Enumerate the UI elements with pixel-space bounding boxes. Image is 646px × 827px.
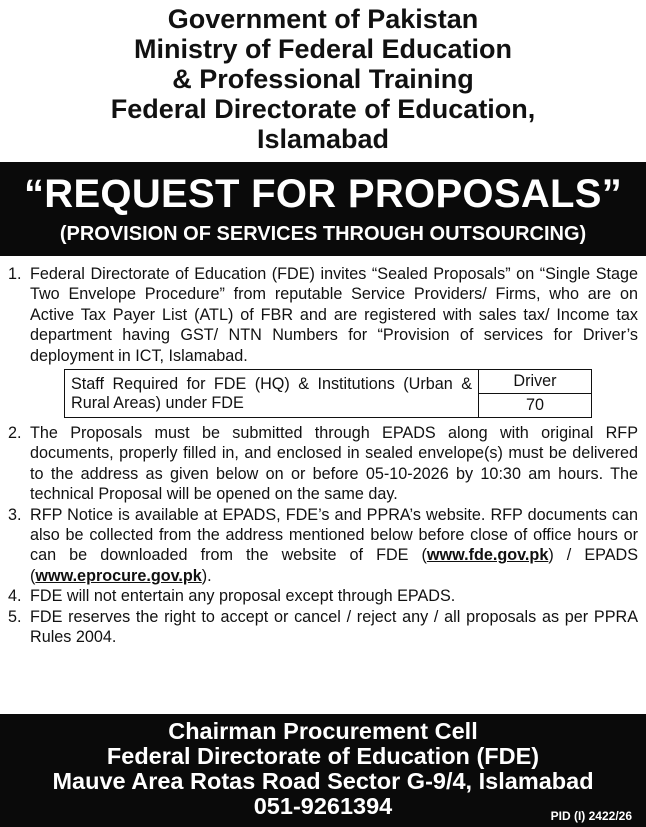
fde-website-link[interactable]: www.fde.gov.pk <box>426 546 549 565</box>
footer-phone: 051-9261394 <box>253 793 393 819</box>
header-line: Federal Directorate of Education, <box>110 94 536 124</box>
staff-table <box>64 369 592 418</box>
page-subtitle: (PROVISION OF SERVICES THROUGH OUTSOURCING) <box>59 223 587 245</box>
item-text <box>30 505 638 587</box>
header-line: Islamabad <box>256 124 390 154</box>
item-text: Federal Directorate of Education (FDE) invites “Sealed Proposals” on “Single Stage Two Envelope Procedure” from reputable Service Providers/ Firms, who are on Active Tax Payer List (ATL) of FBR and are registered with sales tax/ Income tax department having GST/ NTN Numbers for “Provision of services for Driver’s deployment in ICT, Islamabad. <box>30 265 638 365</box>
list-item <box>8 505 638 587</box>
item-text-part: ). <box>201 566 212 585</box>
header-line: Government of Pakistan <box>167 4 479 34</box>
item-number: 5. <box>8 607 22 626</box>
list-item <box>8 586 638 606</box>
footer-line: Mauve Area Rotas Road Sector G-9/4, Islamabad <box>52 768 594 794</box>
item-text-part: RFP Notice is available at EPADS, FDE’s and PPRA’s website. RFP documents can also be collected from the address mentioned below before close of office hours or can be downloaded from the website of FDE ( <box>30 505 638 565</box>
item-text: FDE reserves the right to accept or cancel / reject any / all proposals as per PPRA Rules 2004. <box>30 607 638 647</box>
item-number: 2. <box>8 424 22 443</box>
header-line: Ministry of Federal Education <box>133 34 513 64</box>
item-text: The Proposals must be submitted through EPADS along with original RFP documents, properly filled in, and enclosed in sealed envelope(s) must be delivered to the address as given below on or before 05-10-2026 by 10:30 am hours. The technical Proposal will be opened on the same day. <box>30 424 638 504</box>
footer-line: Chairman Procurement Cell <box>168 718 478 744</box>
footer-line: Federal Directorate of Education (FDE) <box>106 743 540 769</box>
pid-number: PID (I) 2422/26 <box>550 809 632 823</box>
staff-description: Staff Required for FDE (HQ) & Institutions (Urban & Rural Areas) under FDE <box>65 370 479 418</box>
list-item <box>8 607 638 648</box>
footer <box>0 714 646 827</box>
staff-column-header: Driver <box>479 370 592 394</box>
header-line: & Professional Training <box>172 64 474 94</box>
title-banner <box>0 162 646 256</box>
page-title: “REQUEST FOR PROPOSALS” <box>23 172 623 216</box>
item-number: 4. <box>8 587 22 606</box>
list-item <box>8 264 638 366</box>
item-number: 1. <box>8 265 22 283</box>
staff-count: 70 <box>479 394 592 418</box>
item-text: FDE will not entertain any proposal except through EPADS. <box>30 587 456 606</box>
item-text-part: ) / EPADS ( <box>30 546 639 585</box>
item-number: 3. <box>8 505 22 524</box>
header <box>0 0 646 162</box>
notice-body <box>0 256 646 648</box>
eprocure-website-link[interactable]: www.eprocure.gov.pk <box>35 566 202 585</box>
list-item <box>8 423 638 505</box>
